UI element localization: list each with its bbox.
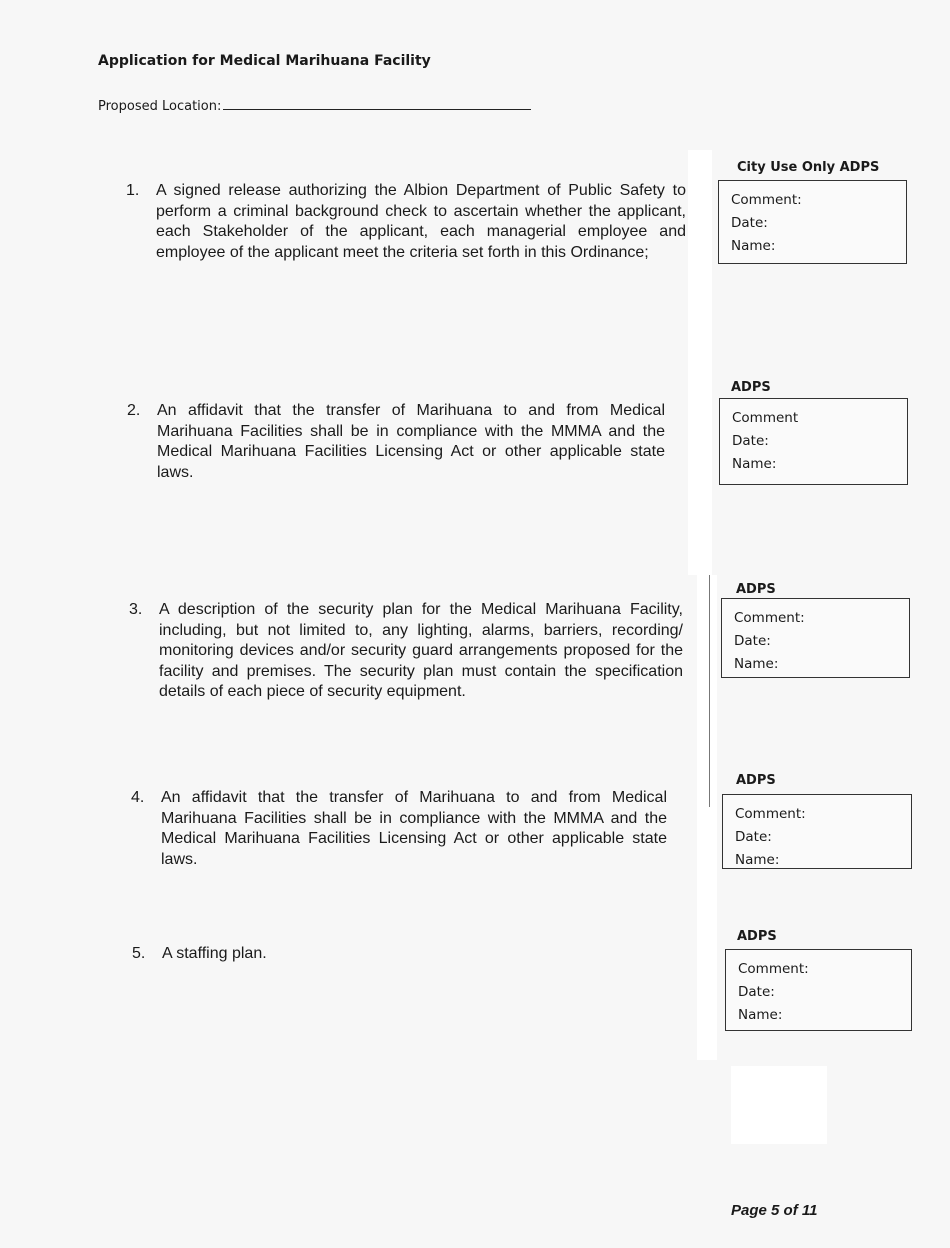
item-text: A signed release authorizing the Albion Department of Public Safety to perform a criminal background check to ascertain whether the applicant, each Stakeholder of the applicant, each managerial employee and employee of the applicant meet the criteria set forth in this Ordinance; — [156, 182, 686, 261]
review-box-label: ADPS — [736, 773, 776, 788]
item-text: A description of the security plan for the Medical Marihuana Facility, including, but not limited to, any lighting, alarms, barriers, recording/ monitoring devices and/or security guard arrangements proposed for the facility and premises. The security plan must contain the specification details of each piece of security equipment. — [159, 601, 683, 700]
item-number: 1. — [126, 182, 140, 199]
proposed-location-label: Proposed Location: — [98, 99, 222, 114]
comment-label: Comment: — [735, 806, 806, 822]
item-number: 2. — [127, 402, 141, 419]
date-label: Date: — [731, 215, 768, 231]
name-label: Name: — [732, 456, 777, 472]
date-label: Date: — [734, 633, 771, 649]
review-box — [722, 794, 912, 869]
name-label: Name: — [731, 238, 776, 254]
page-title: Application for Medical Marihuana Facility — [98, 53, 431, 69]
scan-blank-patch — [731, 1066, 827, 1144]
name-label: Name: — [735, 852, 780, 868]
list-item — [127, 401, 665, 483]
scan-strip — [688, 150, 712, 575]
review-box — [725, 949, 912, 1031]
name-label: Name: — [734, 656, 779, 672]
item-text: An affidavit that the transfer of Marihuana to and from Medical Marihuana Facilities shall be in compliance with the MMMA and the Medical Marihuana Facilities Licensing Act or other applicable state laws. — [157, 402, 665, 481]
scan-line — [709, 575, 710, 807]
date-label: Date: — [735, 829, 772, 845]
comment-label: Comment — [732, 410, 799, 426]
item-number: 3. — [129, 601, 143, 618]
page-number: Page 5 of 11 — [731, 1202, 818, 1219]
item-text: An affidavit that the transfer of Marihuana to and from Medical Marihuana Facilities shall be in compliance with the MMMA and the Medical Marihuana Facilities Licensing Act or other applicable state laws. — [161, 789, 667, 868]
review-box — [719, 398, 908, 485]
list-item — [126, 181, 686, 263]
item-text: A staffing plan. — [162, 945, 267, 962]
item-number: 4. — [131, 789, 145, 806]
review-box-label: ADPS — [736, 582, 776, 597]
date-label: Date: — [738, 984, 775, 1000]
name-label: Name: — [738, 1007, 783, 1023]
review-box — [721, 598, 910, 678]
item-number: 5. — [132, 945, 146, 962]
comment-label: Comment: — [738, 961, 809, 977]
review-box-label: ADPS — [737, 929, 777, 944]
date-label: Date: — [732, 433, 769, 449]
comment-label: Comment: — [731, 192, 802, 208]
review-box — [718, 180, 907, 264]
list-item — [131, 788, 667, 870]
review-box-label: City Use Only ADPS — [737, 160, 880, 175]
proposed-location-blank-line — [223, 97, 531, 110]
list-item — [132, 944, 462, 965]
scan-strip — [697, 575, 717, 1060]
comment-label: Comment: — [734, 610, 805, 626]
proposed-location-field — [98, 97, 531, 114]
review-box-label: ADPS — [731, 380, 771, 395]
list-item — [129, 600, 683, 703]
